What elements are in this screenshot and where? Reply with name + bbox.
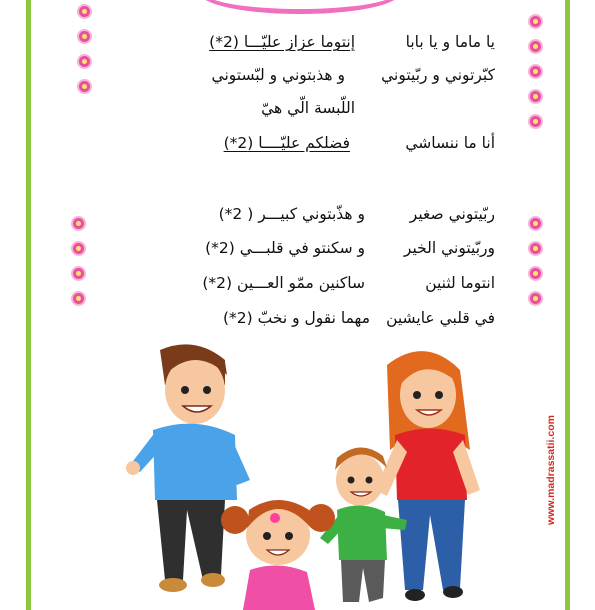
girl-figure (221, 500, 335, 610)
watermark-text: www.madrassatii.com (545, 415, 557, 525)
flower-string-top-left (79, 0, 90, 100)
verse-6-left: و سكنتو في قلبـــي (2*) (205, 239, 365, 257)
left-border (26, 0, 31, 610)
verse-5-left: و هذّبتوني كبيـــر ( 2*) (218, 205, 365, 223)
verse-2-right: كبّرتوني و ربّيتوني (381, 66, 495, 84)
right-border (565, 0, 570, 610)
verse-4-right: أنا ما ننساشي (405, 134, 495, 152)
verse-7-right: انتوما لثنين (425, 274, 495, 292)
verse-3-center: اللّبسة الّي هيّ (261, 99, 355, 117)
family-illustration (125, 340, 485, 610)
verse-2-left: و هذبتوني و لبّستوني (211, 66, 345, 84)
watermark (541, 400, 561, 540)
verse-8-right: في قلبي عايشين (386, 309, 495, 327)
verse-4-left: فضلكم عليّــــا (2*) (223, 134, 350, 152)
flower-string-mid-right (530, 212, 541, 312)
verse-5-right: ربّيتوني صغير (409, 205, 495, 223)
verse-8-left: مهما نقول و نخبّ (2*) (222, 309, 370, 327)
flower-string-mid-left (73, 212, 84, 312)
flower-string-top-right (530, 10, 541, 135)
mother-figure (375, 351, 480, 601)
father-figure (126, 344, 250, 592)
verse-1-left: إنتوما عزاز عليّـــا (2*) (209, 33, 355, 51)
decorative-arc (200, 0, 400, 14)
verse-6-right: وربّيتوني الخير (403, 239, 495, 257)
verse-7-left: ساكنين ممّو العـــين (2*) (202, 274, 365, 292)
verse-1-right: يا ماما و يا بابا (405, 33, 495, 51)
